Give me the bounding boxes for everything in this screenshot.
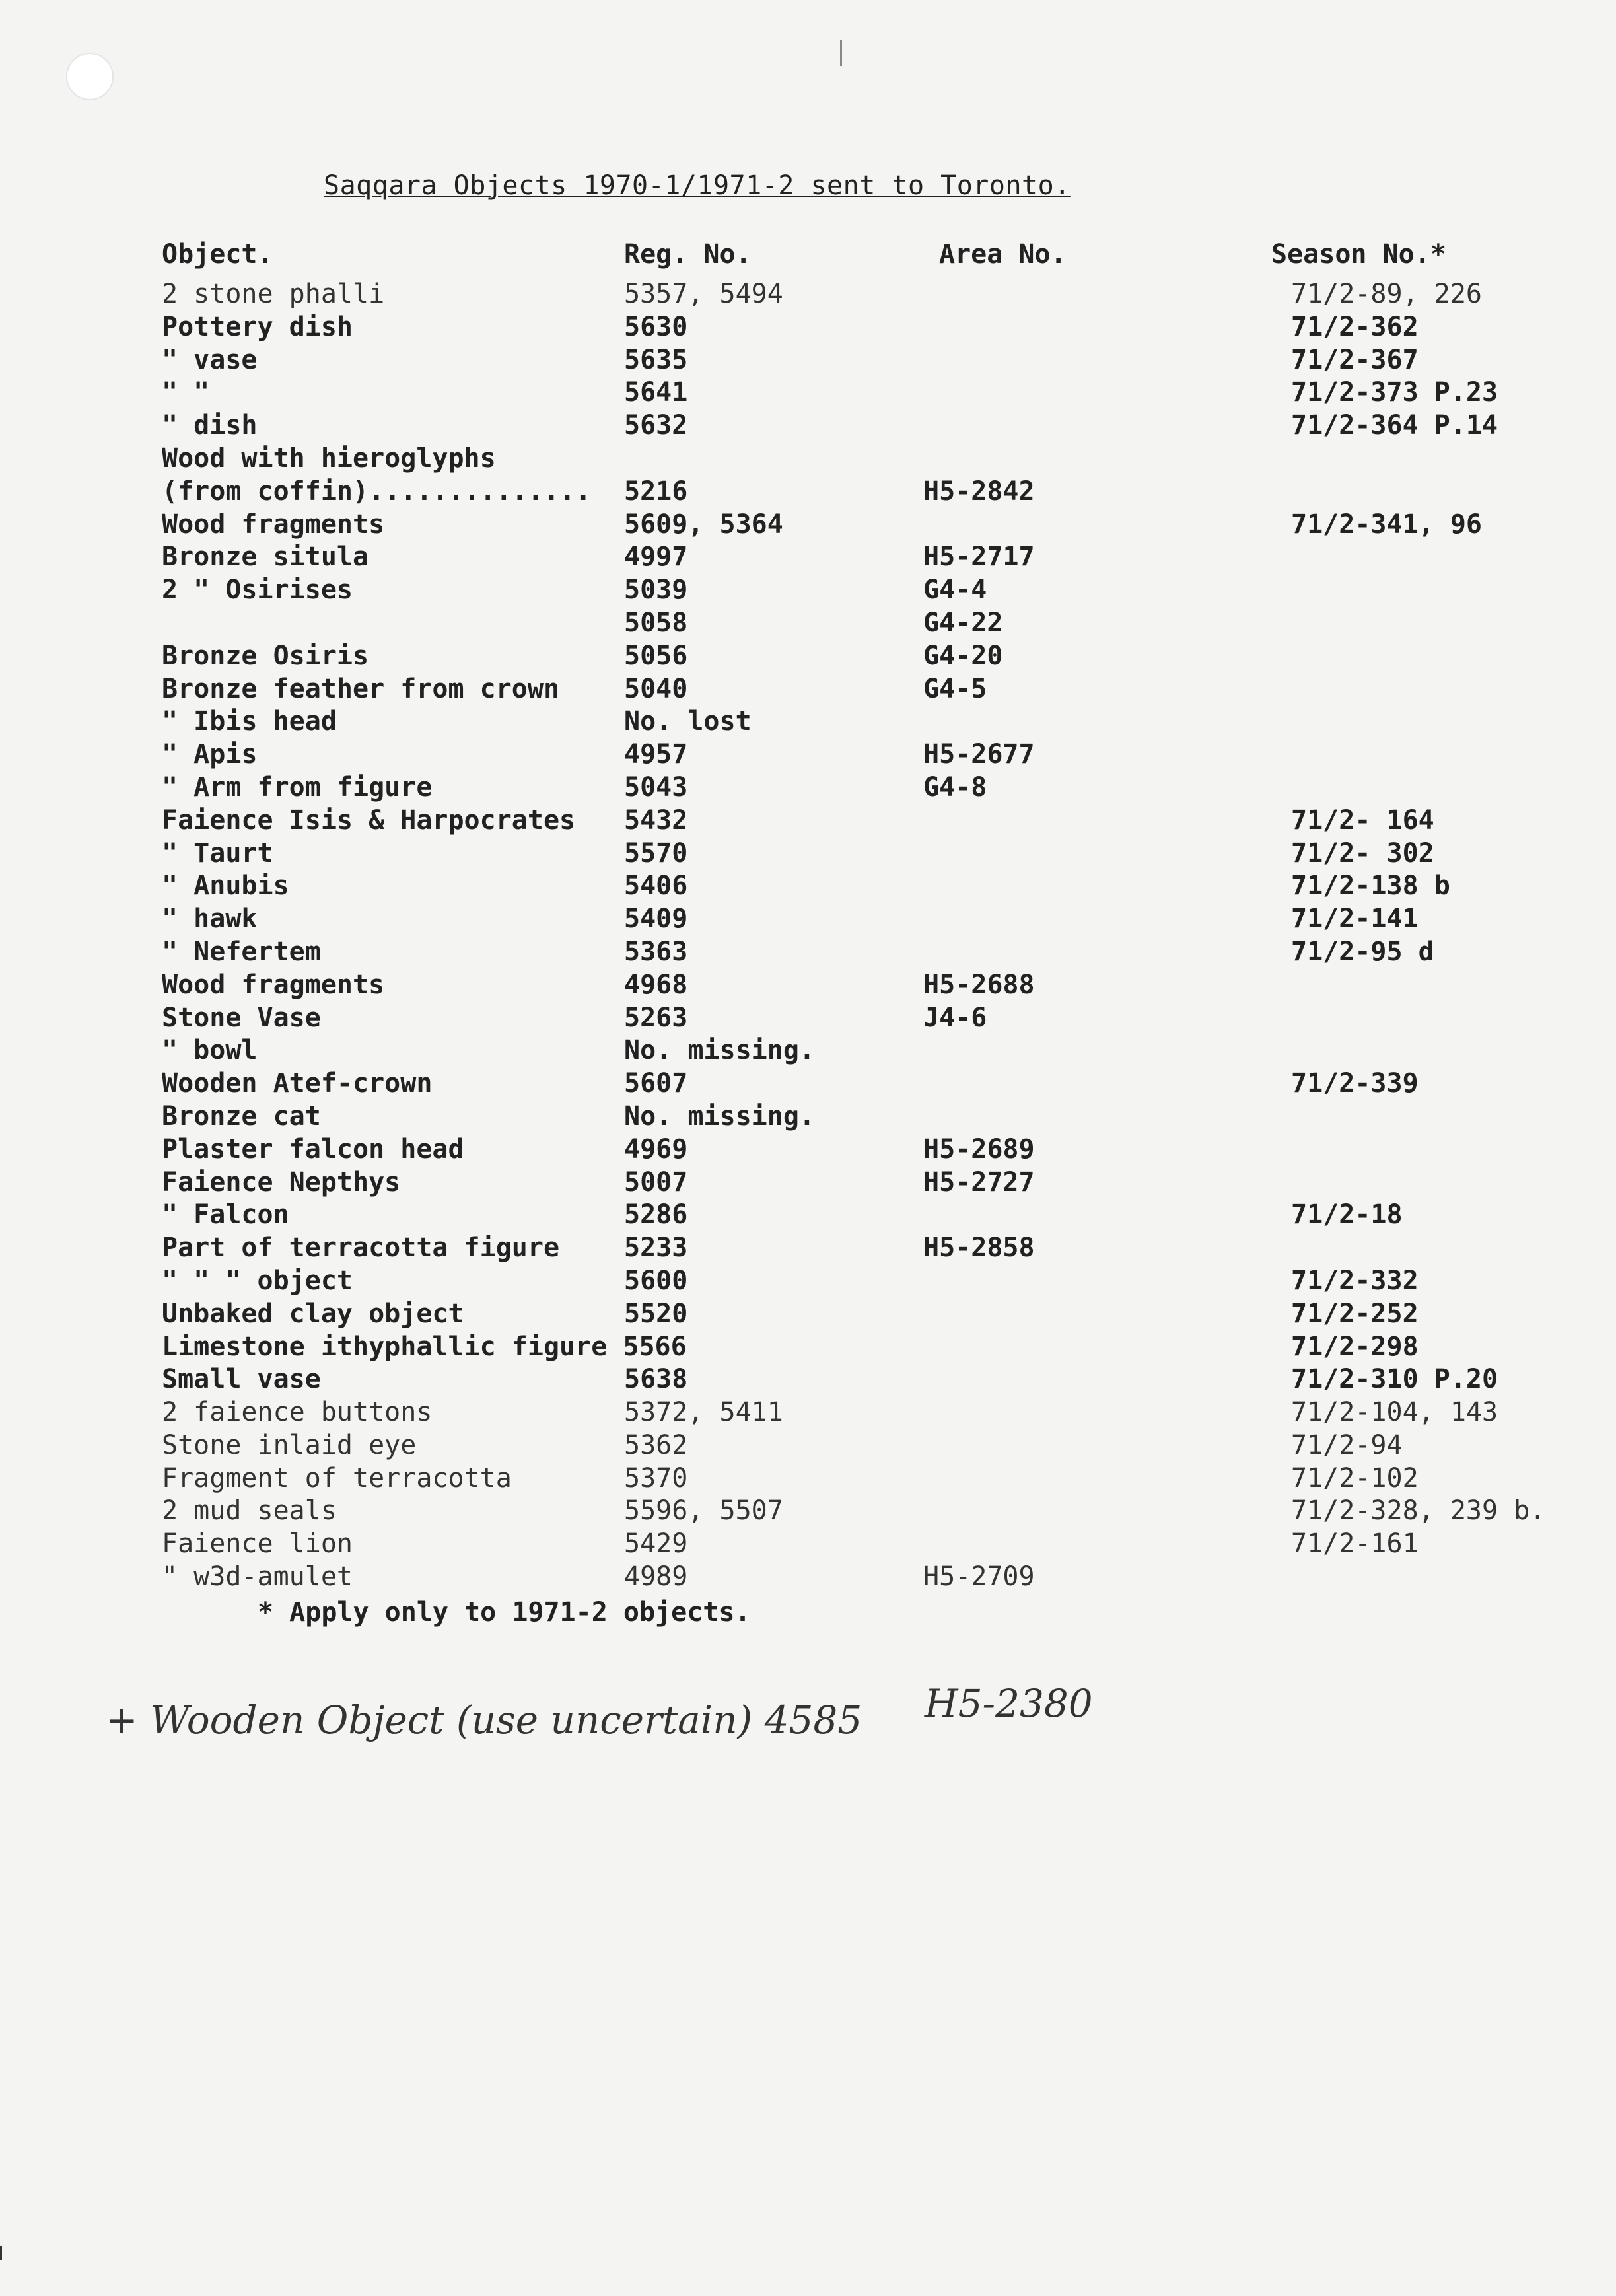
season-no-cell: 71/2-18 <box>1291 1200 1403 1231</box>
reg-no-cell: 5600 <box>624 1265 688 1296</box>
object-cell: Bronze Osiris <box>162 640 369 671</box>
object-cell: " Taurt <box>162 838 273 869</box>
handwritten-area-note: H5-2380 <box>925 1681 1093 1726</box>
table-row <box>0 1200 1616 1233</box>
object-cell: Limestone ithyphallic figure 5566 <box>162 1331 687 1362</box>
reg-no-cell: 4989 <box>624 1561 688 1593</box>
table-row <box>0 1463 1616 1496</box>
table-row <box>0 739 1616 772</box>
header-season-no: Season No.* <box>1271 239 1446 269</box>
reg-no-cell: 5635 <box>624 344 688 375</box>
area-no-cell: J4-6 <box>923 1002 987 1033</box>
punch-hole <box>66 53 114 100</box>
table-row <box>0 1299 1616 1332</box>
area-no-cell: H5-2717 <box>923 542 1035 573</box>
reg-no-cell: 5039 <box>624 575 688 606</box>
object-list <box>0 279 1616 1595</box>
table-row <box>0 1430 1616 1463</box>
area-no-cell: G4-20 <box>923 640 1003 671</box>
table-row <box>0 937 1616 970</box>
table-row <box>0 1528 1616 1561</box>
object-cell: Pottery dish <box>162 311 353 342</box>
reg-no-cell: 4968 <box>624 969 688 1000</box>
reg-no-cell: 5607 <box>624 1068 688 1099</box>
table-row <box>0 1068 1616 1101</box>
object-cell: Unbaked clay object <box>162 1298 464 1329</box>
reg-no-cell: 5630 <box>624 311 688 342</box>
season-no-cell: 71/2-362 <box>1291 311 1419 342</box>
reg-no-cell: 5609, 5364 <box>624 509 783 540</box>
object-cell: " " <box>162 377 210 408</box>
object-cell: " Arm from figure <box>162 771 433 803</box>
object-cell: Small vase <box>162 1364 321 1395</box>
reg-no-cell: 5007 <box>624 1166 688 1198</box>
season-no-cell: 71/2-94 <box>1291 1429 1403 1460</box>
table-row <box>0 443 1616 476</box>
object-cell: " hawk <box>162 904 258 935</box>
table-row <box>0 542 1616 575</box>
header-object: Object. <box>162 239 273 269</box>
object-cell: " Ibis head <box>162 706 337 737</box>
table-row <box>0 1035 1616 1068</box>
season-no-cell: 71/2-102 <box>1291 1462 1419 1493</box>
season-no-cell: 71/2-161 <box>1291 1528 1419 1560</box>
object-cell: " Nefertem <box>162 936 321 967</box>
pencil-mark <box>840 40 842 66</box>
object-cell: Faience Isis & Harpocrates <box>162 805 576 836</box>
document-title: Saqqara Objects 1970-1/1971-2 sent to Toronto. <box>324 170 1071 201</box>
header-area-no: Area No. <box>939 239 1067 269</box>
object-cell: Bronze cat <box>162 1100 321 1131</box>
season-no-cell: 71/2-332 <box>1291 1265 1419 1296</box>
reg-no-cell: No. lost <box>624 706 752 737</box>
handwritten-object-note: + Wooden Object (use uncertain) 4585 <box>106 1698 862 1742</box>
reg-no-cell: No. missing. <box>624 1035 815 1066</box>
object-cell: Wood with hieroglyphs <box>162 443 496 474</box>
season-no-cell: 71/2-373 P.23 <box>1291 377 1498 408</box>
table-row <box>0 476 1616 509</box>
reg-no-cell: 5058 <box>624 607 688 638</box>
table-row <box>0 706 1616 739</box>
object-cell: " Anubis <box>162 871 289 902</box>
table-row <box>0 1364 1616 1397</box>
season-no-cell: 71/2-89, 226 <box>1291 279 1482 309</box>
table-row <box>0 1167 1616 1200</box>
area-no-cell: G4-5 <box>923 673 987 704</box>
table-row <box>0 1003 1616 1036</box>
object-cell: 2 stone phalli <box>162 279 385 309</box>
object-cell: " dish <box>162 410 258 441</box>
object-cell: Bronze feather from crown <box>162 673 560 704</box>
area-no-cell: G4-4 <box>923 575 987 606</box>
area-no-cell: G4-22 <box>923 607 1003 638</box>
table-row <box>0 410 1616 443</box>
table-row <box>0 1495 1616 1528</box>
table-row <box>0 805 1616 838</box>
season-no-cell: 71/2- 302 <box>1291 838 1434 869</box>
season-no-cell: 71/2-367 <box>1291 344 1419 375</box>
reg-no-cell: 5286 <box>624 1200 688 1231</box>
reg-no-cell: 4969 <box>624 1133 688 1165</box>
reg-no-cell: 5056 <box>624 640 688 671</box>
season-no-cell: 71/2-310 P.20 <box>1291 1364 1498 1395</box>
reg-no-cell: 5432 <box>624 805 688 836</box>
object-cell: " w3d-amulet <box>162 1561 353 1593</box>
table-row <box>0 871 1616 904</box>
table-row <box>0 1233 1616 1266</box>
table-row <box>0 641 1616 674</box>
object-cell: " bowl <box>162 1035 258 1066</box>
table-row <box>0 279 1616 312</box>
object-cell: (from coffin).............. <box>162 476 592 507</box>
season-no-cell: 71/2-138 b <box>1291 871 1450 902</box>
object-cell: 2 mud seals <box>162 1495 337 1526</box>
reg-no-cell: 4957 <box>624 739 688 770</box>
table-row <box>0 312 1616 345</box>
object-cell: Fragment of terracotta <box>162 1462 512 1493</box>
season-no-cell: 71/2-328, 239 b. <box>1291 1495 1546 1526</box>
object-cell: " Falcon <box>162 1200 289 1231</box>
corner-mark <box>0 2246 9 2260</box>
object-cell: " " " object <box>162 1265 353 1296</box>
reg-no-cell: 5043 <box>624 771 688 803</box>
season-no-cell: 71/2-95 d <box>1291 936 1434 967</box>
object-cell: 2 faience buttons <box>162 1397 433 1428</box>
reg-no-cell: 5406 <box>624 871 688 902</box>
object-cell: " Apis <box>162 739 258 770</box>
area-no-cell: H5-2842 <box>923 476 1035 507</box>
area-no-cell: G4-8 <box>923 771 987 803</box>
table-row <box>0 970 1616 1003</box>
header-reg-no: Reg. No. <box>624 239 752 269</box>
object-cell: Wood fragments <box>162 969 385 1000</box>
reg-no-cell: 5372, 5411 <box>624 1397 783 1428</box>
reg-no-cell: 5520 <box>624 1298 688 1329</box>
footnote: * Apply only to 1971-2 objects. <box>258 1597 751 1628</box>
table-row <box>0 674 1616 707</box>
table-row <box>0 608 1616 641</box>
reg-no-cell: 5263 <box>624 1002 688 1033</box>
table-row <box>0 345 1616 378</box>
area-no-cell: H5-2858 <box>923 1233 1035 1264</box>
table-row <box>0 1332 1616 1365</box>
reg-no-cell: 5641 <box>624 377 688 408</box>
object-cell: Plaster falcon head <box>162 1133 464 1165</box>
season-no-cell: 71/2-141 <box>1291 904 1419 935</box>
table-row <box>0 1561 1616 1595</box>
table-row <box>0 1101 1616 1134</box>
reg-no-cell: 5596, 5507 <box>624 1495 783 1526</box>
object-cell: Faience lion <box>162 1528 353 1560</box>
reg-no-cell: 5233 <box>624 1233 688 1264</box>
reg-no-cell: 5570 <box>624 838 688 869</box>
season-no-cell: 71/2- 164 <box>1291 805 1434 836</box>
season-no-cell: 71/2-339 <box>1291 1068 1419 1099</box>
season-no-cell: 71/2-341, 96 <box>1291 509 1482 540</box>
object-cell: Faience Nepthys <box>162 1166 401 1198</box>
reg-no-cell: 5370 <box>624 1462 688 1493</box>
reg-no-cell: 5216 <box>624 476 688 507</box>
area-no-cell: H5-2727 <box>923 1166 1035 1198</box>
object-cell: 2 " Osirises <box>162 575 353 606</box>
object-cell: Part of terracotta figure <box>162 1233 560 1264</box>
table-row <box>0 509 1616 542</box>
reg-no-cell: 5040 <box>624 673 688 704</box>
object-cell: Wood fragments <box>162 509 385 540</box>
reg-no-cell: 5632 <box>624 410 688 441</box>
area-no-cell: H5-2689 <box>923 1133 1035 1165</box>
table-row <box>0 1266 1616 1299</box>
season-no-cell: 71/2-252 <box>1291 1298 1419 1329</box>
object-cell: Wooden Atef-crown <box>162 1068 433 1099</box>
table-row <box>0 838 1616 871</box>
area-no-cell: H5-2709 <box>923 1561 1035 1593</box>
table-row <box>0 1134 1616 1167</box>
object-cell: Stone inlaid eye <box>162 1429 417 1460</box>
object-cell: " vase <box>162 344 258 375</box>
reg-no-cell: 5409 <box>624 904 688 935</box>
season-no-cell: 71/2-104, 143 <box>1291 1397 1498 1428</box>
season-no-cell: 71/2-298 <box>1291 1331 1419 1362</box>
reg-no-cell: 5429 <box>624 1528 688 1560</box>
object-cell: Stone Vase <box>162 1002 321 1033</box>
reg-no-cell: 5357, 5494 <box>624 279 783 309</box>
reg-no-cell: 5363 <box>624 936 688 967</box>
table-row <box>0 377 1616 410</box>
reg-no-cell: 5362 <box>624 1429 688 1460</box>
table-row <box>0 772 1616 805</box>
area-no-cell: H5-2677 <box>923 739 1035 770</box>
season-no-cell: 71/2-364 P.14 <box>1291 410 1498 441</box>
area-no-cell: H5-2688 <box>923 969 1035 1000</box>
reg-no-cell: 5638 <box>624 1364 688 1395</box>
object-cell: Bronze situla <box>162 542 369 573</box>
reg-no-cell: 4997 <box>624 542 688 573</box>
table-row <box>0 575 1616 608</box>
table-row <box>0 1397 1616 1430</box>
table-row <box>0 904 1616 937</box>
reg-no-cell: No. missing. <box>624 1100 815 1131</box>
